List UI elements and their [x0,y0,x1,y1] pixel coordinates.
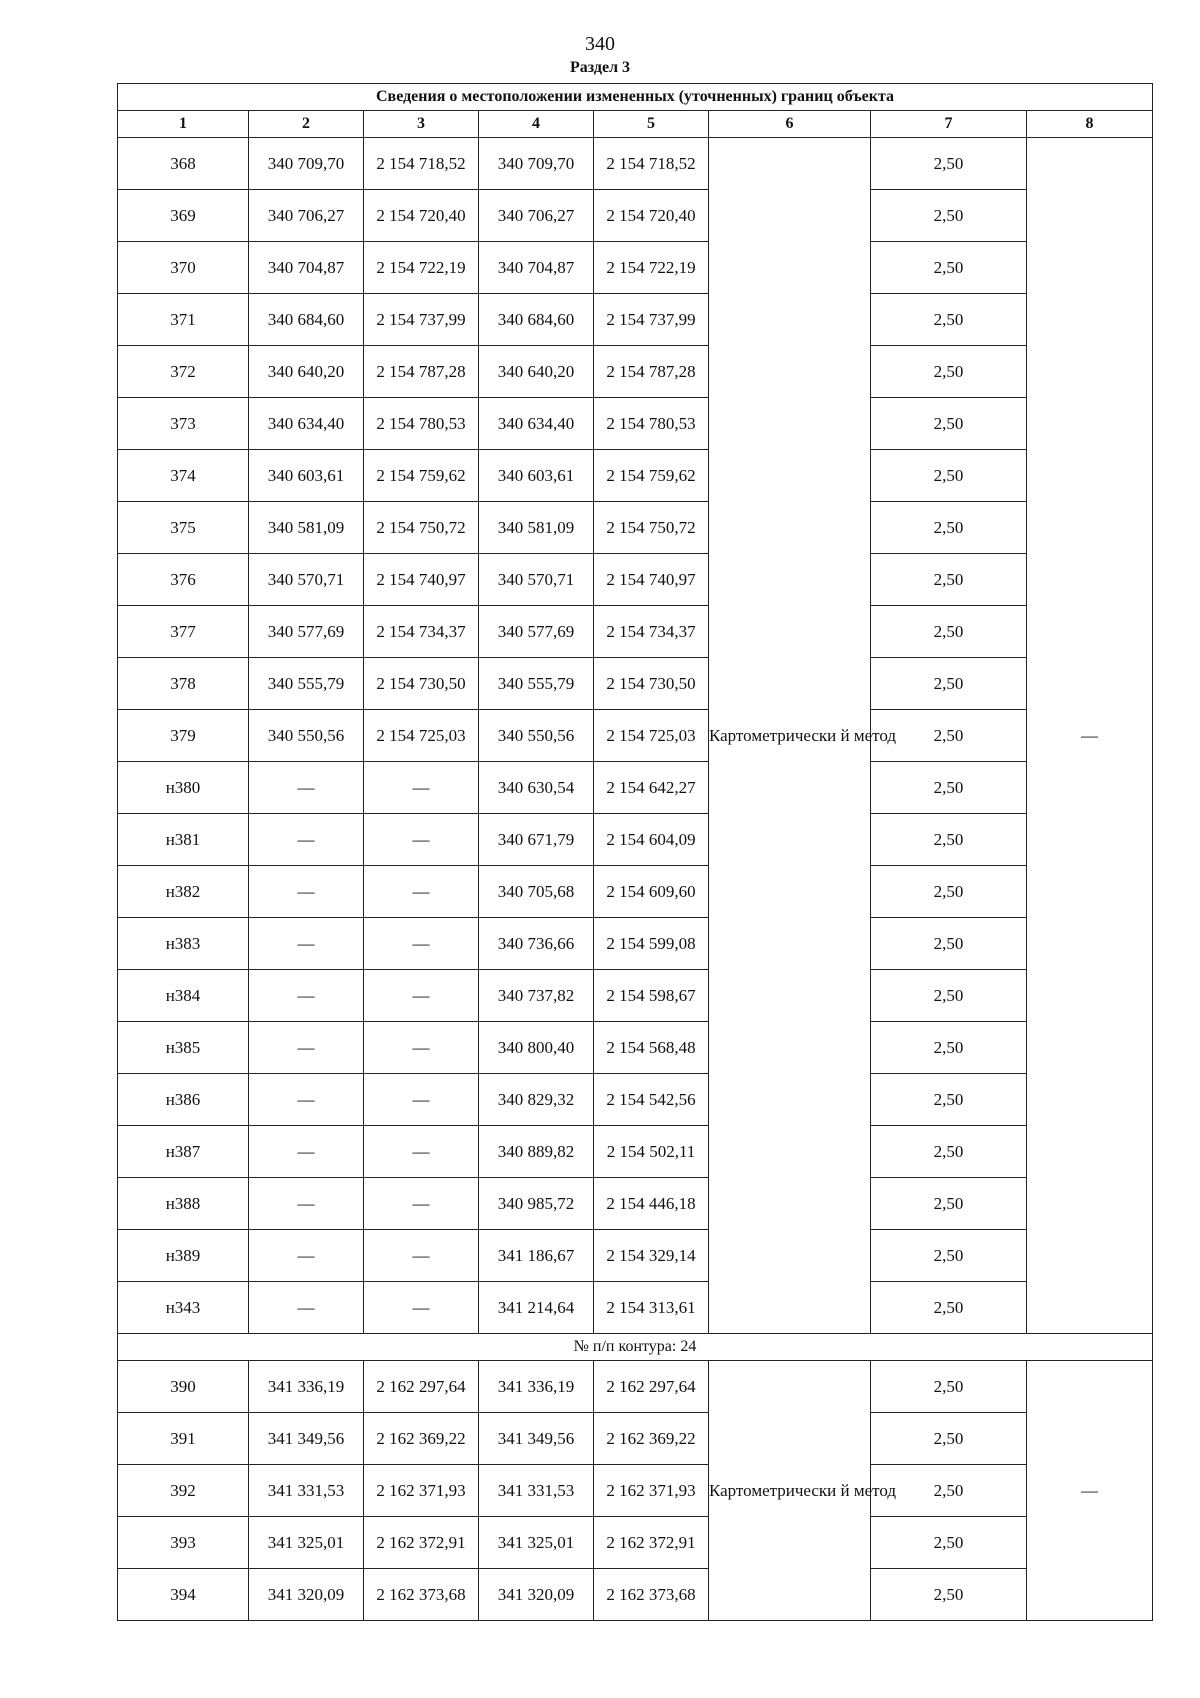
refined-x-cell: 340 640,20 [479,346,594,398]
refined-x-cell: 340 829,32 [479,1074,594,1126]
existing-y-cell: 2 162 371,93 [364,1465,479,1517]
column-number-4: 4 [479,111,594,138]
refined-y-cell: 2 162 372,91 [594,1517,709,1569]
refined-y-cell: 2 154 568,48 [594,1022,709,1074]
existing-x-cell: 340 634,40 [249,398,364,450]
point-number-cell: 391 [118,1413,249,1465]
existing-x-cell: — [249,814,364,866]
accuracy-cell: 2,50 [871,294,1027,346]
point-number-cell: 376 [118,554,249,606]
existing-y-cell: 2 154 740,97 [364,554,479,606]
refined-x-cell: 340 985,72 [479,1178,594,1230]
page-number: 340 [585,33,615,55]
existing-x-cell: — [249,1282,364,1334]
refined-y-cell: 2 154 759,62 [594,450,709,502]
table-body [118,138,1153,1621]
column-number-3: 3 [364,111,479,138]
point-number-cell: н389 [118,1230,249,1282]
refined-y-cell: 2 154 750,72 [594,502,709,554]
column-8-cell: — [1027,1361,1153,1621]
refined-x-cell: 340 704,87 [479,242,594,294]
refined-x-cell: 341 325,01 [479,1517,594,1569]
accuracy-cell: 2,50 [871,138,1027,190]
existing-x-cell: — [249,866,364,918]
table-row [118,1022,1153,1074]
table-row [118,1465,1153,1517]
existing-x-cell: — [249,762,364,814]
refined-y-cell: 2 162 371,93 [594,1465,709,1517]
table-row [118,502,1153,554]
refined-x-cell: 341 320,09 [479,1569,594,1621]
existing-y-cell: — [364,1230,479,1282]
refined-y-cell: 2 154 725,03 [594,710,709,762]
table-row [118,606,1153,658]
refined-x-cell: 340 630,54 [479,762,594,814]
column-8-cell: — [1027,138,1153,1334]
existing-y-cell: 2 162 297,64 [364,1361,479,1413]
point-number-cell: н380 [118,762,249,814]
existing-y-cell: — [364,1178,479,1230]
refined-x-cell: 340 705,68 [479,866,594,918]
accuracy-cell: 2,50 [871,1178,1027,1230]
refined-y-cell: 2 162 297,64 [594,1361,709,1413]
existing-x-cell: 341 349,56 [249,1413,364,1465]
table-row [118,710,1153,762]
existing-x-cell: 340 709,70 [249,138,364,190]
refined-y-cell: 2 154 780,53 [594,398,709,450]
accuracy-cell: 2,50 [871,918,1027,970]
refined-x-cell: 340 737,82 [479,970,594,1022]
point-number-cell: 369 [118,190,249,242]
point-number-cell: н387 [118,1126,249,1178]
point-number-cell: 392 [118,1465,249,1517]
existing-x-cell: 341 320,09 [249,1569,364,1621]
refined-y-cell: 2 154 740,97 [594,554,709,606]
table-row [118,1126,1153,1178]
point-number-cell: н385 [118,1022,249,1074]
refined-y-cell: 2 154 329,14 [594,1230,709,1282]
point-number-cell: 368 [118,138,249,190]
table-row [118,1230,1153,1282]
point-number-cell: 379 [118,710,249,762]
accuracy-cell: 2,50 [871,970,1027,1022]
table-row [118,1178,1153,1230]
accuracy-cell: 2,50 [871,866,1027,918]
existing-x-cell: 341 336,19 [249,1361,364,1413]
existing-y-cell: 2 154 780,53 [364,398,479,450]
refined-x-cell: 340 800,40 [479,1022,594,1074]
refined-x-cell: 340 706,27 [479,190,594,242]
existing-y-cell: 2 154 750,72 [364,502,479,554]
refined-y-cell: 2 154 734,37 [594,606,709,658]
accuracy-cell: 2,50 [871,1074,1027,1126]
table-row [118,242,1153,294]
point-number-cell: 370 [118,242,249,294]
refined-y-cell: 2 154 313,61 [594,1282,709,1334]
refined-y-cell: 2 154 720,40 [594,190,709,242]
accuracy-cell: 2,50 [871,502,1027,554]
existing-x-cell: — [249,1178,364,1230]
table-row [118,1413,1153,1465]
existing-x-cell: 340 704,87 [249,242,364,294]
accuracy-cell: 2,50 [871,1465,1027,1517]
table-row [118,1569,1153,1621]
table-row [118,1361,1153,1413]
existing-x-cell: — [249,918,364,970]
existing-y-cell: 2 154 787,28 [364,346,479,398]
point-number-cell: н388 [118,1178,249,1230]
existing-y-cell: — [364,1282,479,1334]
refined-y-cell: 2 162 369,22 [594,1413,709,1465]
existing-x-cell: 340 577,69 [249,606,364,658]
contour-label: № п/п контура: 24 [118,1334,1153,1361]
existing-x-cell: — [249,970,364,1022]
accuracy-cell: 2,50 [871,242,1027,294]
existing-x-cell: 340 555,79 [249,658,364,710]
refined-x-cell: 341 186,67 [479,1230,594,1282]
table-row [118,762,1153,814]
existing-y-cell: — [364,866,479,918]
existing-y-cell: 2 154 759,62 [364,450,479,502]
existing-y-cell: 2 154 737,99 [364,294,479,346]
table-row [118,1517,1153,1569]
existing-x-cell: 340 550,56 [249,710,364,762]
accuracy-cell: 2,50 [871,814,1027,866]
refined-y-cell: 2 154 446,18 [594,1178,709,1230]
refined-y-cell: 2 154 609,60 [594,866,709,918]
refined-x-cell: 340 736,66 [479,918,594,970]
accuracy-cell: 2,50 [871,1282,1027,1334]
existing-y-cell: 2 154 722,19 [364,242,479,294]
existing-y-cell: 2 162 372,91 [364,1517,479,1569]
existing-y-cell: 2 154 725,03 [364,710,479,762]
column-number-8: 8 [1027,111,1153,138]
point-number-cell: н381 [118,814,249,866]
contour-label-row [118,1334,1153,1361]
table-row [118,398,1153,450]
existing-x-cell: 340 684,60 [249,294,364,346]
accuracy-cell: 2,50 [871,1517,1027,1569]
accuracy-cell: 2,50 [871,190,1027,242]
refined-y-cell: 2 154 737,99 [594,294,709,346]
column-number-5: 5 [594,111,709,138]
refined-y-cell: 2 154 642,27 [594,762,709,814]
point-number-cell: н384 [118,970,249,1022]
refined-x-cell: 340 603,61 [479,450,594,502]
point-number-cell: 375 [118,502,249,554]
table-row [118,970,1153,1022]
accuracy-cell: 2,50 [871,450,1027,502]
table-row [118,1074,1153,1126]
existing-y-cell: 2 154 718,52 [364,138,479,190]
existing-x-cell: 340 603,61 [249,450,364,502]
existing-y-cell: — [364,1074,479,1126]
accuracy-cell: 2,50 [871,1230,1027,1282]
existing-x-cell: — [249,1126,364,1178]
accuracy-cell: 2,50 [871,606,1027,658]
accuracy-cell: 2,50 [871,1413,1027,1465]
point-number-cell: н382 [118,866,249,918]
accuracy-cell: 2,50 [871,554,1027,606]
refined-x-cell: 340 581,09 [479,502,594,554]
table-row [118,190,1153,242]
column-number-row [118,111,1153,138]
refined-y-cell: 2 154 542,56 [594,1074,709,1126]
table-row [118,918,1153,970]
point-number-cell: н343 [118,1282,249,1334]
refined-y-cell: 2 154 599,08 [594,918,709,970]
point-number-cell: 393 [118,1517,249,1569]
accuracy-cell: 2,50 [871,1569,1027,1621]
refined-x-cell: 340 889,82 [479,1126,594,1178]
refined-x-cell: 340 684,60 [479,294,594,346]
column-number-2: 2 [249,111,364,138]
existing-x-cell: 340 581,09 [249,502,364,554]
existing-y-cell: 2 162 369,22 [364,1413,479,1465]
refined-y-cell: 2 154 730,50 [594,658,709,710]
existing-x-cell: — [249,1074,364,1126]
table-row [118,1282,1153,1334]
refined-y-cell: 2 154 598,67 [594,970,709,1022]
refined-y-cell: 2 162 373,68 [594,1569,709,1621]
table-row [118,554,1153,606]
table-row [118,866,1153,918]
point-number-cell: н383 [118,918,249,970]
existing-y-cell: — [364,970,479,1022]
accuracy-cell: 2,50 [871,762,1027,814]
point-number-cell: 378 [118,658,249,710]
point-number-cell: 373 [118,398,249,450]
existing-y-cell: 2 154 730,50 [364,658,479,710]
refined-x-cell: 340 709,70 [479,138,594,190]
table-caption: Сведения о местоположении измененных (уточненных) границ объекта [118,84,1153,111]
refined-x-cell: 340 570,71 [479,554,594,606]
existing-x-cell: 340 640,20 [249,346,364,398]
accuracy-cell: 2,50 [871,1022,1027,1074]
refined-x-cell: 340 555,79 [479,658,594,710]
existing-y-cell: 2 154 734,37 [364,606,479,658]
refined-x-cell: 341 349,56 [479,1413,594,1465]
boundary-coordinates-table [117,83,1153,1621]
point-number-cell: 394 [118,1569,249,1621]
existing-x-cell: 340 706,27 [249,190,364,242]
refined-y-cell: 2 154 722,19 [594,242,709,294]
table-row [118,450,1153,502]
accuracy-cell: 2,50 [871,710,1027,762]
refined-x-cell: 341 331,53 [479,1465,594,1517]
refined-y-cell: 2 154 718,52 [594,138,709,190]
refined-y-cell: 2 154 787,28 [594,346,709,398]
point-number-cell: н386 [118,1074,249,1126]
column-number-6: 6 [709,111,871,138]
existing-x-cell: — [249,1230,364,1282]
existing-y-cell: — [364,918,479,970]
column-number-1: 1 [118,111,249,138]
table-row [118,814,1153,866]
accuracy-cell: 2,50 [871,398,1027,450]
point-number-cell: 377 [118,606,249,658]
existing-y-cell: — [364,1022,479,1074]
accuracy-cell: 2,50 [871,346,1027,398]
existing-y-cell: — [364,1126,479,1178]
existing-y-cell: — [364,762,479,814]
refined-x-cell: 340 577,69 [479,606,594,658]
section-title: Раздел 3 [569,59,631,76]
table-row [118,138,1153,190]
point-number-cell: 374 [118,450,249,502]
determination-method-cell: Картометрически й метод [709,138,871,1334]
table-row [118,658,1153,710]
existing-x-cell: 341 325,01 [249,1517,364,1569]
refined-x-cell: 340 634,40 [479,398,594,450]
existing-y-cell: 2 154 720,40 [364,190,479,242]
refined-x-cell: 340 671,79 [479,814,594,866]
point-number-cell: 371 [118,294,249,346]
refined-y-cell: 2 154 502,11 [594,1126,709,1178]
refined-x-cell: 341 336,19 [479,1361,594,1413]
table-row [118,294,1153,346]
table-row [118,346,1153,398]
accuracy-cell: 2,50 [871,658,1027,710]
existing-y-cell: 2 162 373,68 [364,1569,479,1621]
existing-y-cell: — [364,814,479,866]
existing-x-cell: — [249,1022,364,1074]
accuracy-cell: 2,50 [871,1126,1027,1178]
existing-x-cell: 340 570,71 [249,554,364,606]
column-number-7: 7 [871,111,1027,138]
refined-x-cell: 340 550,56 [479,710,594,762]
determination-method-cell: Картометрически й метод [709,1361,871,1621]
existing-x-cell: 341 331,53 [249,1465,364,1517]
point-number-cell: 372 [118,346,249,398]
point-number-cell: 390 [118,1361,249,1413]
refined-y-cell: 2 154 604,09 [594,814,709,866]
accuracy-cell: 2,50 [871,1361,1027,1413]
refined-x-cell: 341 214,64 [479,1282,594,1334]
